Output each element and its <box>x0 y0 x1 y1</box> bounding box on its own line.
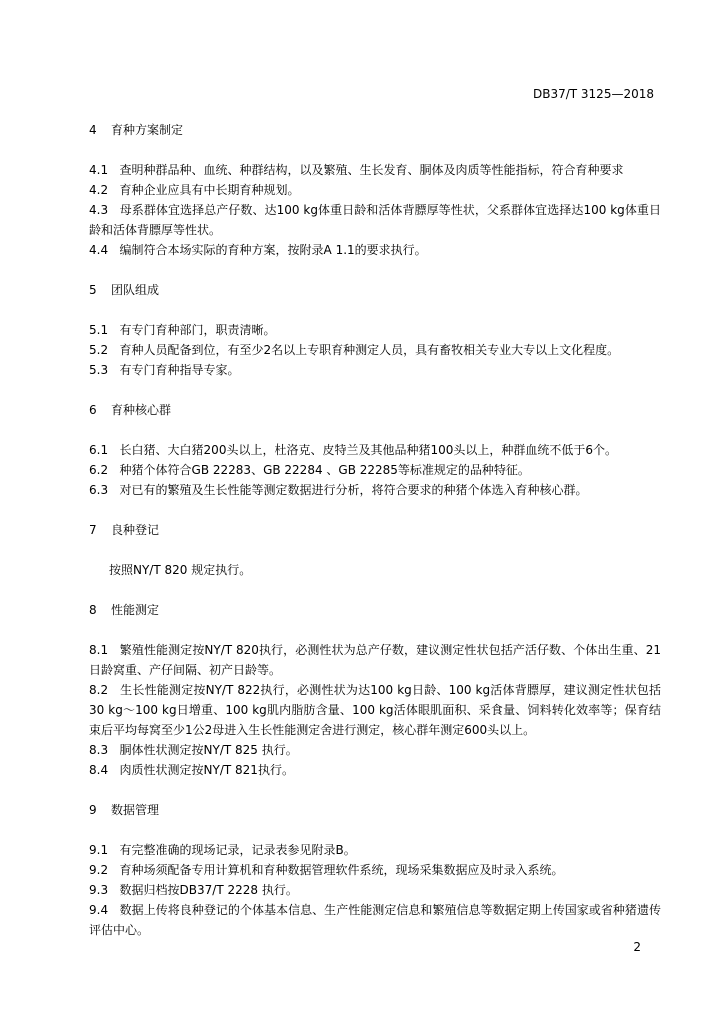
clause-number: 8.3 <box>89 743 109 757</box>
clause <box>89 680 661 740</box>
section-6 <box>89 400 661 500</box>
clause-number: 5.3 <box>89 363 109 377</box>
clause <box>89 180 661 200</box>
section-7 <box>89 520 661 580</box>
clause-text: 育种人员配备到位，有至少2名以上专职育种测定人员，具有畜牧相关专业大专以上文化程度。 <box>119 343 620 357</box>
section-4 <box>89 120 661 260</box>
section-title: 团队组成 <box>111 283 160 297</box>
clause-number: 8.4 <box>89 763 109 777</box>
clause-text: 母系群体宜选择总产仔数、达100 kg体重日龄和活体背膘厚等性状，父系群体宜选择达100 kg体重日龄和活体背膘厚等性状。 <box>89 203 661 237</box>
clause-text: 胴体性状测定按NY/T 825 执行。 <box>119 743 298 757</box>
clause-number: 6.1 <box>89 443 109 457</box>
section-heading <box>89 520 661 540</box>
section-number: 9 <box>89 803 97 817</box>
section-number: 7 <box>89 523 97 537</box>
clause <box>89 460 661 480</box>
clause-text: 肉质性状测定按NY/T 821执行。 <box>119 763 294 777</box>
clause <box>89 760 661 780</box>
section-text: 按照NY/T 820 规定执行。 <box>109 563 252 577</box>
clause <box>89 360 661 380</box>
clause-number: 4.3 <box>89 203 109 217</box>
clause <box>89 240 661 260</box>
section-heading <box>89 600 661 620</box>
page-number: 2 <box>633 940 641 954</box>
clause <box>89 200 661 240</box>
section-number: 5 <box>89 283 97 297</box>
clause-text: 数据上传将良种登记的个体基本信息、生产性能测定信息和繁殖信息等数据定期上传国家或省种猪遗传评估中心。 <box>89 903 661 937</box>
clause-number: 4.4 <box>89 243 109 257</box>
clause-text: 对已有的繁殖及生长性能等测定数据进行分析，将符合要求的种猪个体选入育种核心群。 <box>119 483 588 497</box>
section-9 <box>89 800 661 940</box>
clause-number: 9.1 <box>89 843 109 857</box>
document-body <box>89 120 661 940</box>
document-code: DB37/T 3125—2018 <box>532 87 654 101</box>
section-title: 育种方案制定 <box>111 123 184 137</box>
section-heading <box>89 400 661 420</box>
clause-text: 有专门育种部门，职责清晰。 <box>119 323 276 337</box>
clause-number: 4.2 <box>89 183 109 197</box>
section-title: 数据管理 <box>111 803 160 817</box>
clause-text: 编制符合本场实际的育种方案，按附录A 1.1的要求执行。 <box>119 243 427 257</box>
clause-text: 查明种群品种、血统、种群结构，以及繁殖、生长发育、胴体及肉质等性能指标，符合育种要求 <box>119 163 624 177</box>
clause-text: 有完整准确的现场记录，记录表参见附录B。 <box>119 843 356 857</box>
clause-number: 9.3 <box>89 883 109 897</box>
clause-text: 种猪个体符合GB 22283、GB 22284 、GB 22285等标准规定的品种特征。 <box>119 463 530 477</box>
clause <box>89 340 661 360</box>
section-title: 育种核心群 <box>111 403 172 417</box>
section-heading <box>89 120 661 140</box>
clause <box>89 320 661 340</box>
clause-text: 长白猪、大白猪200头以上，杜洛克、皮特兰及其他品种猪100头以上，种群血统不低于6个。 <box>119 443 617 457</box>
section-title: 性能测定 <box>111 603 160 617</box>
clause <box>89 160 661 180</box>
clause <box>89 740 661 760</box>
clause-text: 繁殖性能测定按NY/T 820执行，必测性状为总产仔数，建议测定性状包括产活仔数、个体出生重、21日龄窝重、产仔间隔、初产日龄等。 <box>89 643 661 677</box>
clause-number: 5.2 <box>89 343 109 357</box>
clause-number: 8.2 <box>89 683 109 697</box>
clause <box>89 840 661 860</box>
clause <box>89 860 661 880</box>
clause <box>89 440 661 460</box>
clause-text: 有专门育种指导专家。 <box>119 363 240 377</box>
section-heading <box>89 280 661 300</box>
clause <box>89 480 661 500</box>
section-number: 4 <box>89 123 97 137</box>
clause-number: 6.2 <box>89 463 109 477</box>
clause <box>89 900 661 940</box>
clause-number: 4.1 <box>89 163 109 177</box>
clause <box>89 880 661 900</box>
section-8 <box>89 600 661 780</box>
clause-text: 育种企业应具有中长期育种规划。 <box>119 183 300 197</box>
clause-number: 6.3 <box>89 483 109 497</box>
section-5 <box>89 280 661 380</box>
section-number: 6 <box>89 403 97 417</box>
clause <box>89 640 661 680</box>
section-heading <box>89 800 661 820</box>
clause-number: 9.4 <box>89 903 109 917</box>
clause-text: 数据归档按DB37/T 2228 执行。 <box>119 883 298 897</box>
clause-number: 9.2 <box>89 863 109 877</box>
clause-number: 5.1 <box>89 323 109 337</box>
clause-text: 生长性能测定按NY/T 822执行，必测性状为达100 kg日龄、100 kg活体背膘厚，建议测定性状包括30 kg～100 kg日增重、100 kg肌内脂肪含量、100 kg活体眼肌面积、采食量、饲料转化效率等；保育结束后平均每窝至少1公2母进入生长性能测定舍进行测定，核心群年测定600头以上。 <box>89 683 661 737</box>
section-title: 良种登记 <box>111 523 160 537</box>
clause-text: 育种场须配备专用计算机和育种数据管理软件系统，现场采集数据应及时录入系统。 <box>119 863 564 877</box>
section-number: 8 <box>89 603 97 617</box>
clause-number: 8.1 <box>89 643 109 657</box>
